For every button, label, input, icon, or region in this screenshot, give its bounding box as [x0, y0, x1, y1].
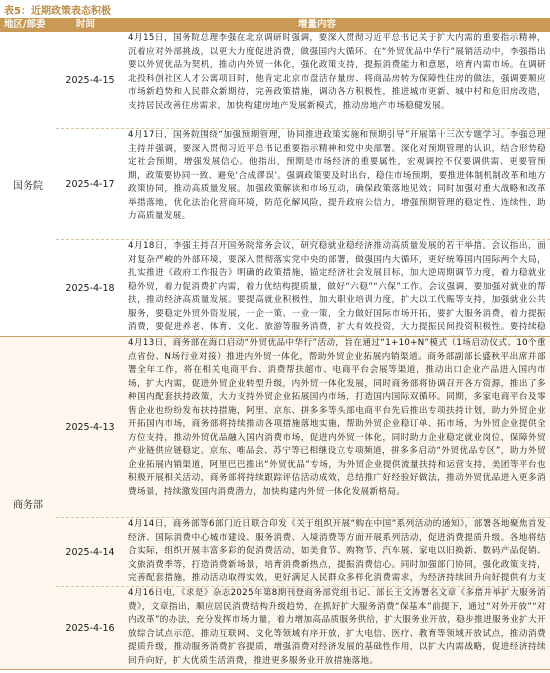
group-state-council — [0, 32, 550, 337]
row-content: 4月13日，商务部在海口启动“外贸优品中华行”活动，旨在通过“1+10+N”模式（1场启动仪式、10个重点省份、N场行业对接）推进内外贸一体化，帮助外贸企业拓展内销渠道。商务部副部长盛秋平出席并部署全年工作，将在相关电商平台、消费帮扶超市、电商平台会展等渠道，推动出口企业产品进入国内市场，扩大内需，促进外贸企业转型升级，内外贸一体化发展，同时商务部将协调召开各方资源，推出了多种国内配套扶持政策，大力支持外贸企业拓展国内市场，打造国内国际双循环。同期，多家电商平台及零售企业也纷纷发布扶持措施，阿里、京东、拼多多等头部电商平台先后推出专项扶持计划，助力外贸企业开拓国内市场，商务部将持续推动各项措施落地实施，帮助外贸企业稳订单、拓市场，为外贸企业提供全方位支持，推动外贸优品融入国内消费市场，促进内外贸一体化，同时助力企业稳定就业岗位，保障外贸产业链供应链稳定。京东、唯品会、苏宁等已相继设立专项频道，拼多多启动“外贸优品专区”，助力外贸企业拓展内销渠道，阿里巴巴推出“外贸优品”专场，为外贸企业提供流量扶持和运营支持，美团等平台也积极开展相关活动，商务部将持续跟踪评估活动成效，总结推广好经验好做法，推动外贸优品进入更多消费场景，持续激发国内消费潜力，加快构建内外贸一体化发展新格局。 — [128, 338, 546, 497]
header-time: 时间 — [76, 19, 96, 30]
header-dept: 地区/部委 — [4, 19, 46, 30]
group-mofcom — [0, 337, 550, 670]
table-row — [56, 587, 550, 669]
policy-table — [0, 18, 550, 670]
row-content: 4月15日，国务院总理李强在北京调研时强调，要深入贯彻习近平总书记关于扩大内需的重要指示精神，沉着应对外部挑战，以更大力度促进消费，做强国内大循环。在“外贸优品中华行”展销活动中，李强指出要以外贸优品为契机，推动内外贸一体化，强化政策支持，提振消费能力和意愿，培育内需市场。在调研北投科创社区人才公寓项目时，他肯定北京市盘活存量房、将商品房转为保障性住房的做法，强调要顺应市场新趋势和人民群众新期待，完善政策措施，调动各方积极性，推进城市更新、城中村和危旧房改造，支持居民改善住房需求，加快构建房地产发展新模式，推动房地产市场稳健发展。 — [128, 33, 546, 111]
table-row — [56, 240, 550, 336]
dept-label: 国务院 — [13, 180, 43, 192]
row-content: 4月16日电，《求是》杂志2025年第8期刊登商务部党组书记、部长王文涛署名文章《多措并举扩大服务消费》，文章指出，顺应居民消费结构升级趋势，在抓好扩大服务消费“保基本”前提下，通过“对外开放”“对内改革”的办法，充分发挥市场力量，着力增加高品质服务供给，扩大服务业开放，稳步推进服务业扩大开放综合试点示范，推动互联网、文化等领域有序开放，扩大电信、医疗、教育等领域开放试点，推动消费提质升级，推动服务消费扩容提质，增强消费对经济发展的基础性作用，以扩大内需战略，促进经济持续回升向好，扩大优质生活消费，推进更多服务业开放措施落地。 — [128, 588, 546, 666]
row-content: 4月17日，国务院围绕“加强预期管理，协同推进政策实施和预期引导”开展第十三次专题学习。李强总理主持并强调，要深入贯彻习近平总书记重要指示精神和党中央部署。深化对预期管理的认识，结合形势稳定社会预期，增强发展信心。他指出，预期是市场经济的重要属性，宏观调控不仅要调供需、更要管预期，政策要协同一致、避免‘合成谬误’。强调政策要及时出台，稳住市场预期，要推进体制机制改革和地方政策协同，推动高质量发展。加强政策解读和市场互动，确保政策落地见效；同时加强对重大战略和改革举措落地，优化法治化营商环境，防范化解风险，提升政府公信力，增强预期管理的稳定性、连续性，助力高质量发展。 — [128, 130, 546, 221]
row-date: 2025-4-14 — [65, 546, 115, 558]
table-header — [0, 18, 550, 32]
table-row — [56, 337, 550, 518]
table-row — [56, 518, 550, 587]
table-row — [56, 32, 550, 129]
row-date: 2025-4-18 — [65, 282, 115, 294]
row-content: 4月18日，李强主持召开国务院常务会议，研究稳就业稳经济推动高质量发展的若干举措。会议指出，面对复杂严峻的外部环境，要深入贯彻落实党中央的部署，做强国内大循环，更好统筹国内国际两个大局，扎实推进《政府工作报告》明确的政策措施，锚定经济社会发展目标，加大逆周期调节力度，着力稳就业稳外贸，着力促消费扩内需，着力优结构提质量，做好“六稳”“六保”工作。会议强调，要加强对就业的帮扶，推动经济高质量发展。要提高就业积极性，加大职业培训力度，扩大以工代赈等支持，加强就业公共服务，要稳定外贸外资发展，一企一策、一业一策，全力做好国际市场开拓，要扩大服务消费，着力提振消费，要促进养老、体育、文化、旅游等服务消费，扩大有效投资，大力提振民间投资积极性。要持续稳 — [128, 241, 546, 332]
row-date: 2025-4-16 — [65, 622, 115, 634]
table-row — [56, 129, 550, 240]
row-date: 2025-4-17 — [65, 178, 115, 190]
table-caption: 表5：近期政策表态积极 — [4, 6, 111, 17]
header-content: 增量内容 — [297, 19, 336, 30]
row-content: 4月14日，商务部等6部门近日联合印发《关于组织开展“购在中国”系列活动的通知》，部署各地聚焦首发经济、国际消费中心城市建设、服务消费、入境消费等方面开展系列活动，促进消费提质升级。各地将结合实际，组织开展丰富多彩的促消费活动，如美食节、购物节、汽车展、家电以旧换新、数码产品促销、文旅消费季等，打造消费新场景，培育消费新热点，提振消费信心。同时加强部门协同，强化政策支持，完善配套措施，推动活动取得实效，更好满足人民群众多样化消费需求，为经济持续回升向好提供有力支 — [128, 519, 546, 583]
dept-label: 商务部 — [13, 499, 43, 511]
row-date: 2025-4-15 — [65, 74, 115, 86]
row-date: 2025-4-13 — [65, 421, 115, 433]
